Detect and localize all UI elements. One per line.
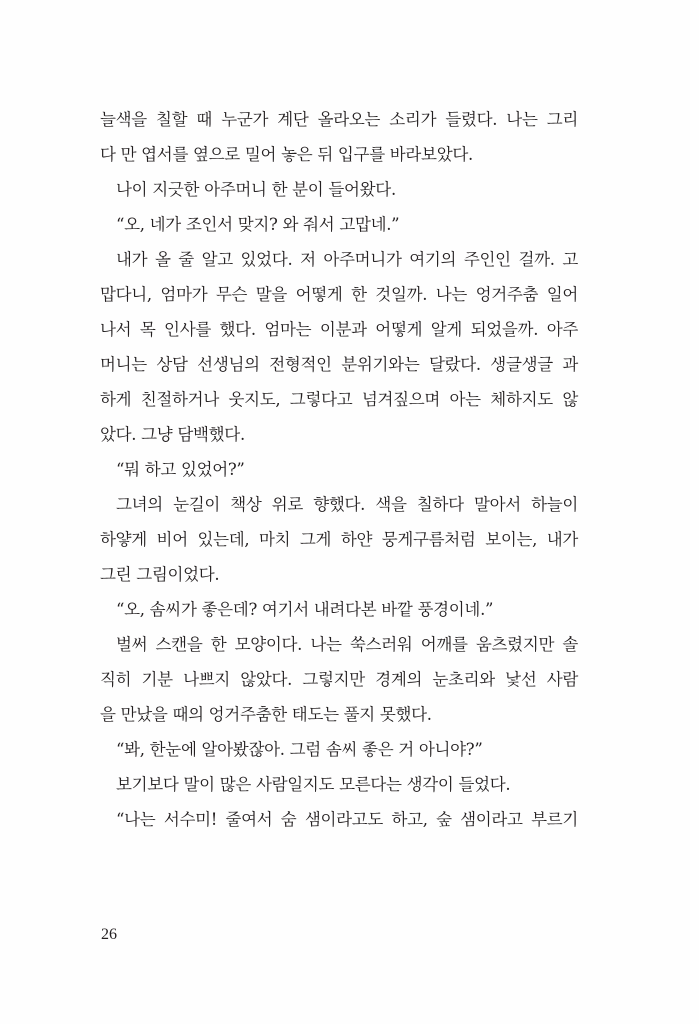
text-line: 그녀의 눈길이 책상 위로 향했다. 색을 칠하다 말아서 하늘이 [116,495,578,514]
text-line: 그린 그림이었다. [100,565,220,584]
text-line: 내가 올 줄 알고 있었다. 저 아주머니가 여기의 주인인 걸까. 고 [116,250,578,269]
text-line: “뭐 하고 있었어?” [116,460,245,479]
text-line: 나이 지긋한 아주머니 한 분이 들어왔다. [116,180,396,199]
body-text [100,102,578,837]
text-line: 하얗게 비어 있는데, 마치 그게 하얀 뭉게구름처럼 보이는, 내가 [100,530,578,549]
page-number: 26 [101,926,117,943]
text-line: “봐, 한눈에 알아봤잖아. 그럼 솜씨 좋은 거 아니야?” [116,740,483,759]
text-line: “나는 서수미! 줄여서 숨 샘이라고도 하고, 숲 샘이라고 부르기 [116,810,578,829]
text-line: 맙다니, 엄마가 무슨 말을 어떻게 한 것일까. 나는 엉거주춤 일어 [100,285,578,304]
text-line: 나서 목 인사를 했다. 엄마는 이분과 어떻게 알게 되었을까. 아주 [100,320,578,339]
text-line: 보기보다 말이 많은 사람일지도 모른다는 생각이 들었다. [116,775,511,794]
text-line: 벌써 스캔을 한 모양이다. 나는 쑥스러워 어깨를 움츠렸지만 솔 [116,635,578,654]
text-line: “오, 솜씨가 좋은데? 여기서 내려다본 바깥 풍경이네.” [116,600,494,619]
text-line: 하게 친절하거나 웃지도, 그렇다고 넘겨짚으며 아는 체하지도 않 [100,390,578,409]
text-line: 을 만났을 때의 엉거주춤한 태도는 풀지 못했다. [100,705,432,724]
text-line: 았다. 그냥 담백했다. [100,425,245,444]
text-line: 다 만 엽서를 옆으로 밀어 놓은 뒤 입구를 바라보았다. [100,145,473,164]
text-line: 머니는 상담 선생님의 전형적인 분위기와는 달랐다. 생글생글 과 [100,355,578,374]
text-line: 늘색을 칠할 때 누군가 계단 올라오는 소리가 들렸다. 나는 그리 [100,110,578,129]
text-line: “오, 네가 조인서 맞지? 와 줘서 고맙네.” [116,215,400,234]
text-line: 직히 기분 나쁘지 않았다. 그렇지만 경계의 눈초리와 낯선 사람 [100,670,578,689]
